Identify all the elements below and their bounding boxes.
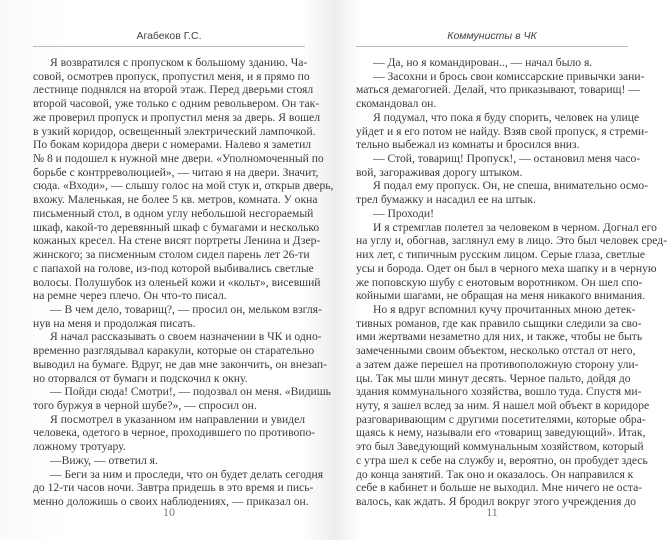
text-line: них лет, с типичным русским лицом. Серые глаза, светлые bbox=[356, 248, 645, 262]
running-header-author: Агабеков Г.С. bbox=[136, 30, 202, 42]
text-line: трел бумажку и насадил ее на штык. bbox=[356, 193, 536, 207]
running-header-title: Коммунисты в ЧК bbox=[447, 30, 537, 42]
text-line: Но я вдруг вспомнил кучу прочитанных мною детек- bbox=[373, 302, 636, 316]
text-line: с утра шел к себе на службу и, вероятно, он пробудет здесь bbox=[356, 453, 648, 467]
text-line: здания коммунального хозяйства, вошло туда. Спустя ми- bbox=[356, 385, 642, 399]
text-line: И я стремглав полетел за человеком в черном. Догнал его bbox=[373, 220, 657, 234]
text-line: выводил на бумаге. Вдруг, не дав мне закончить, он внезап- bbox=[33, 357, 327, 371]
text-line: на ремне через плечо. Он что-то писал. bbox=[33, 289, 227, 303]
text-line: кожаных кресел. На стене висят портреты Ленина и Дзер- bbox=[33, 234, 321, 248]
text-line: а затем даже перешел на противоположную сторону ули- bbox=[356, 357, 639, 371]
text-line: — Стой, товарищ! Пропуск!, — остановил меня часо- bbox=[373, 152, 641, 166]
text-line: Я подал ему пропуск. Он, не спеша, внимательно осмо- bbox=[373, 179, 649, 193]
text-line: лестнице поднялся на второй этаж. Перед дверьми стоял bbox=[33, 83, 314, 97]
text-line: жинского; за писменным столом сидел парень лет 26-ти bbox=[33, 248, 310, 262]
text-line: — Пойди сюда! Смотри!, — подозвал он меня. «Видишь bbox=[50, 385, 331, 399]
header-rule bbox=[33, 46, 305, 47]
text-line: разговаривающим с другими посетителями, которые обра- bbox=[356, 412, 646, 426]
text-line: борьбе с контрреволюцией», — читаю я на двери. Значит, bbox=[33, 165, 319, 179]
text-line: же проверил пропуск и пропустил меня за дверь. Я вошел bbox=[33, 110, 320, 124]
text-line: же поповскую шубу с енотовым воротником. Он шел спо- bbox=[356, 275, 643, 289]
text-line: — Беги за ним и проследи, что он будет делать сегодня bbox=[50, 467, 324, 481]
text-line: письменный стол, в одном углу небольшой несгораемый bbox=[33, 206, 314, 220]
text-line: это был Заведующий коммунальным хозяйством, который bbox=[356, 440, 644, 454]
text-line: человека, одетого в черное, проходившего по противопо- bbox=[33, 426, 316, 440]
left-page bbox=[0, 0, 334, 540]
text-line: Я посмотрел в указанном им направлении и увидел bbox=[50, 412, 305, 426]
text-line: шкаф, какой-то деревянный шкаф с бумагами и несколько bbox=[33, 220, 320, 234]
text-line: Я подумал, что пока я буду спорить, человек на улице bbox=[373, 110, 640, 124]
text-line: уйдет и я его потом не найду. Взяв свой пропуск, я стреми- bbox=[356, 124, 649, 138]
text-line: себе в кабинет и больше не выходил. Мне ничего не оста- bbox=[356, 481, 643, 495]
text-line: — Засохни и брось свои комиссарские привычки зани- bbox=[373, 69, 645, 83]
text-line: По бокам коридора двери с номерами. Налево я заметил bbox=[33, 138, 312, 152]
text-line: того буржуя в черной шубе?», — спросил он. bbox=[33, 398, 257, 412]
text-line: тельно выбежал из комнаты и бросился вниз. bbox=[356, 138, 580, 152]
text-line: второй часовой, уже только с одним револьвером. Он так- bbox=[33, 97, 320, 111]
text-line: щаясь к нему, называли его «товарищ заведующий». Итак, bbox=[356, 426, 646, 440]
text-line: маться демагогией. Делай, что приказывают, товарищ! — bbox=[356, 83, 640, 97]
text-line: — Да, но я командирован.., — начал было я. bbox=[373, 56, 593, 69]
text-line: Я возвратился с пропуском к большому зданию. Ча- bbox=[50, 56, 308, 69]
text-line: цы. Так мы шли минут десять. Черное пальто, дойдя до bbox=[356, 371, 631, 385]
page-number: 10 bbox=[163, 505, 175, 519]
right-page bbox=[334, 0, 669, 540]
text-line: менно доложишь о своих наблюдениях, — приказал он. bbox=[33, 495, 309, 508]
text-line: вхожу. Маленькая, не более 5 кв. метров, комната. У окна bbox=[33, 193, 318, 207]
page-body bbox=[33, 56, 334, 509]
text-line: — Проходи! bbox=[373, 206, 434, 220]
text-line: до 12-ти часов ночи. Завтра придешь в это время и пись- bbox=[33, 481, 314, 495]
text-line: — В чем дело, товарищ?, — просил он, мельком взгля- bbox=[50, 302, 322, 316]
text-line: нув на меня и продолжая писать. bbox=[33, 316, 196, 330]
text-line: с папахой на голове, из-под которой выбивались светлые bbox=[33, 261, 314, 275]
header-rule bbox=[356, 46, 628, 47]
text-line: на углу и, обогнав, заглянул ему в лицо. Это был человек сред- bbox=[356, 234, 668, 248]
text-line: тивных романов, где как правило сыщики следили за сво- bbox=[356, 316, 642, 330]
page-body bbox=[356, 56, 668, 509]
page-number: 11 bbox=[486, 505, 498, 519]
text-line: валось, как ждать. Я бродил вокруг этого учреждения до bbox=[356, 495, 637, 508]
text-line: но оторвался от бумаги и подскочил к окну. bbox=[33, 371, 248, 385]
text-line: скомандовал он. bbox=[356, 97, 437, 111]
text-line: койными шагами, не обращая на меня никакого внимания. bbox=[356, 289, 646, 303]
text-line: до конца занятий. Так оно и оказалось. Он направился к bbox=[356, 467, 634, 481]
text-line: вой, загораживая дорогу штыком. bbox=[356, 165, 523, 179]
text-line: усы и борода. Одет он был в черного меха шапку и в черную bbox=[356, 261, 657, 275]
text-line: в узкий коридор, освещенный электрический лампочкой. bbox=[33, 124, 316, 138]
text-line: № 8 и подошел к нужной мне двери. «Уполномоченный по bbox=[33, 152, 324, 166]
text-line: ложному тротуару. bbox=[33, 440, 126, 454]
text-line: замеченными своим объектом, несколько отстал от него, bbox=[356, 344, 636, 358]
text-line: временно разглядывал каракули, которые он старательно bbox=[33, 344, 315, 358]
text-line: —Вижу, — ответил я. bbox=[50, 453, 158, 467]
text-line: нуту, я зашел вслед за ним. Я нашел мой объект в коридоре bbox=[356, 398, 650, 412]
text-line: ими жертвами незаметно для них, и также, чтобы не быть bbox=[356, 330, 643, 344]
text-line: совой, осмотрев пропуск, пропустил меня, и я прямо по bbox=[33, 69, 310, 83]
text-line: волосы. Полушубок из оленьей кожи и «кольт», висевший bbox=[33, 275, 321, 289]
text-line: Я начал рассказывать о своем назначении в ЧК и одно- bbox=[50, 330, 322, 344]
text-line: сюда. «Входи», — слышу голос на мой стук и, открыв дверь, bbox=[33, 179, 334, 193]
